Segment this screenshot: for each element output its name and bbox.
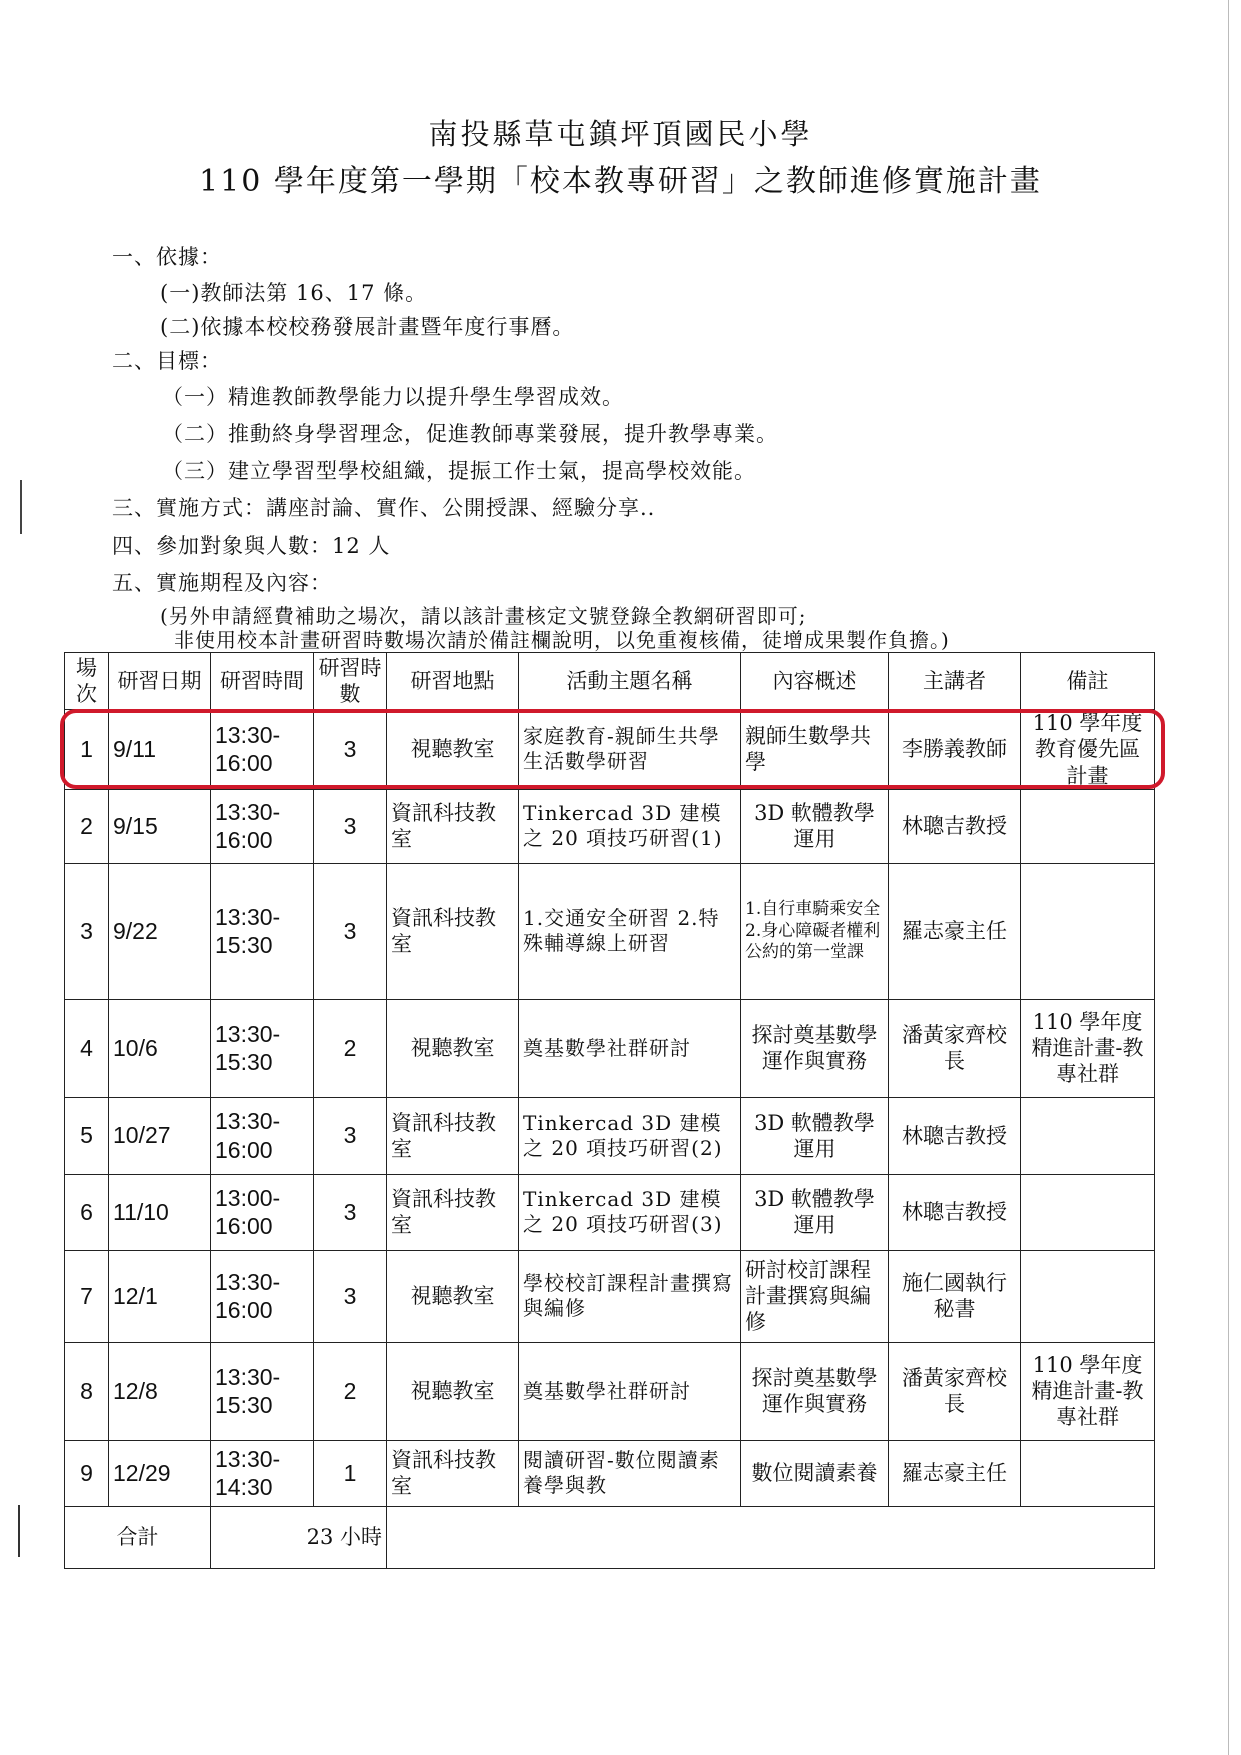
session-time: 13:30-15:30 [211,863,314,999]
session-place: 資訊科技教室 [387,1097,519,1174]
session-speaker: 施仁國執行秘書 [889,1250,1021,1342]
session-time: 13:30-15:30 [211,1342,314,1440]
session-place: 資訊科技教室 [387,789,519,863]
table-row [65,1097,1155,1174]
session-hours: 3 [314,1097,387,1174]
session-note [1021,1097,1155,1174]
session-summary: 3D 軟體教學運用 [741,1174,889,1250]
session-hours: 2 [314,1342,387,1440]
session-place: 視聽教室 [387,999,519,1097]
session-place: 資訊科技教室 [387,863,519,999]
section-3: 三、實施方式：講座討論、實作、公開授課、經驗分享.. [112,496,656,520]
session-speaker: 林聰吉教授 [889,1097,1021,1174]
session-time: 13:30-16:00 [211,1097,314,1174]
table-row [65,710,1155,790]
header-cell: 研習地點 [387,653,519,710]
session-hours: 3 [314,710,387,790]
table-row [65,789,1155,863]
session-place: 視聽教室 [387,1342,519,1440]
schedule-table [64,652,1155,1569]
session-summary: 1.自行車騎乘安全 2.身心障礙者權利公約的第一堂課 [741,863,889,999]
session-no: 4 [65,999,109,1097]
header-cell: 研習時數 [314,653,387,710]
session-time: 13:30-16:00 [211,789,314,863]
session-date: 9/11 [109,710,211,790]
session-place: 資訊科技教室 [387,1440,519,1506]
table-row [65,999,1155,1097]
session-hours: 3 [314,1250,387,1342]
session-note [1021,1174,1155,1250]
table-header-row [65,653,1155,710]
table-row [65,863,1155,999]
session-date: 10/27 [109,1097,211,1174]
total-label: 合計 [65,1506,211,1568]
section-5-note-1: (另外申請經費補助之場次，請以該計畫核定文號登錄全教網研習即可; [160,604,807,628]
session-place: 資訊科技教室 [387,1174,519,1250]
section-2-heading: 二、目標： [112,349,222,373]
session-topic: 閱讀研習-數位閱讀素養學與教 [519,1440,741,1506]
section-1-heading: 一、依據： [112,245,222,269]
session-note: 110 學年度精進計畫-教專社群 [1021,999,1155,1097]
session-no: 3 [65,863,109,999]
session-date: 12/29 [109,1440,211,1506]
header-cell: 主講者 [889,653,1021,710]
session-date: 11/10 [109,1174,211,1250]
session-date: 10/6 [109,999,211,1097]
session-hours: 2 [314,999,387,1097]
session-no: 7 [65,1250,109,1342]
session-topic: Tinkercad 3D 建模之 20 項技巧研習(1) [519,789,741,863]
session-summary: 親師生數學共學 [741,710,889,790]
session-speaker: 羅志豪主任 [889,863,1021,999]
session-hours: 3 [314,863,387,999]
session-topic: 學校校訂課程計畫撰寫與編修 [519,1250,741,1342]
session-note [1021,1440,1155,1506]
session-topic: 奠基數學社群研討 [519,999,741,1097]
session-topic: 1.交通安全研習 2.特殊輔導線上研習 [519,863,741,999]
header-cell: 場次 [65,653,109,710]
session-speaker: 羅志豪主任 [889,1440,1021,1506]
header-cell: 研習時間 [211,653,314,710]
section-5-heading: 五、實施期程及內容： [112,571,332,595]
header-cell: 活動主題名稱 [519,653,741,710]
session-note [1021,1250,1155,1342]
section-5-note-2: 非使用校本計畫研習時數場次請於備註欄說明，以免重複核備，徒增成果製作負擔。) [174,628,950,652]
session-hours: 3 [314,1174,387,1250]
session-no: 8 [65,1342,109,1440]
table-row [65,1440,1155,1506]
session-no: 1 [65,710,109,790]
header-cell: 備註 [1021,653,1155,710]
session-time: 13:30-16:00 [211,1250,314,1342]
session-hours: 3 [314,789,387,863]
session-speaker: 林聰吉教授 [889,789,1021,863]
scan-edge [1228,0,1229,1755]
session-note: 110 學年度教育優先區計畫 [1021,710,1155,790]
header-cell: 內容概述 [741,653,889,710]
session-date: 12/1 [109,1250,211,1342]
session-note: 110 學年度精進計畫-教專社群 [1021,1342,1155,1440]
session-summary: 研討校訂課程計畫撰寫與編修 [741,1250,889,1342]
session-place: 視聽教室 [387,710,519,790]
session-summary: 探討奠基數學運作與實務 [741,1342,889,1440]
session-speaker: 林聰吉教授 [889,1174,1021,1250]
total-row [65,1506,1155,1568]
session-summary: 探討奠基數學運作與實務 [741,999,889,1097]
session-summary: 3D 軟體教學運用 [741,1097,889,1174]
school-name: 南投縣草屯鎮坪頂國民小學 [428,117,813,151]
total-value: 23 小時 [211,1506,387,1568]
session-date: 12/8 [109,1342,211,1440]
table-row [65,1342,1155,1440]
plan-title: 110 學年度第一學期「校本教專研習」之教師進修實施計畫 [199,164,1042,199]
scan-mark [20,480,22,534]
session-speaker: 李勝義教師 [889,710,1021,790]
session-no: 5 [65,1097,109,1174]
table-row [65,1250,1155,1342]
session-place: 視聽教室 [387,1250,519,1342]
session-date: 9/22 [109,863,211,999]
table-row [65,1174,1155,1250]
session-topic: 家庭教育-親師生共學生活數學研習 [519,710,741,790]
session-summary: 數位閱讀素養 [741,1440,889,1506]
section-4: 四、參加對象與人數：12 人 [112,534,391,558]
scan-mark [18,1505,20,1557]
section-2-item-2: （二）推動終身學習理念，促進教師專業發展，提升教學專業。 [162,422,778,446]
header-cell: 研習日期 [109,653,211,710]
session-time: 13:30-15:30 [211,999,314,1097]
session-topic: Tinkercad 3D 建模之 20 項技巧研習(3) [519,1174,741,1250]
session-speaker: 潘黃家齊校長 [889,999,1021,1097]
session-topic: 奠基數學社群研討 [519,1342,741,1440]
session-time: 13:30-16:00 [211,710,314,790]
session-date: 9/15 [109,789,211,863]
session-no: 6 [65,1174,109,1250]
section-2-item-3: （三）建立學習型學校組織，提振工作士氣，提高學校效能。 [162,459,756,483]
session-topic: Tinkercad 3D 建模之 20 項技巧研習(2) [519,1097,741,1174]
session-no: 9 [65,1440,109,1506]
session-note [1021,863,1155,999]
section-1-item-2: (二)依據本校校務發展計畫暨年度行事曆。 [160,315,575,339]
session-speaker: 潘黃家齊校長 [889,1342,1021,1440]
session-hours: 1 [314,1440,387,1506]
session-note [1021,789,1155,863]
session-time: 13:00-16:00 [211,1174,314,1250]
section-1-item-1: (一)教師法第 16、17 條。 [160,281,428,305]
session-summary: 3D 軟體教學運用 [741,789,889,863]
total-empty [387,1506,1155,1568]
section-2-item-1: （一）精進教師教學能力以提升學生學習成效。 [162,385,624,409]
session-time: 13:30-14:30 [211,1440,314,1506]
session-no: 2 [65,789,109,863]
